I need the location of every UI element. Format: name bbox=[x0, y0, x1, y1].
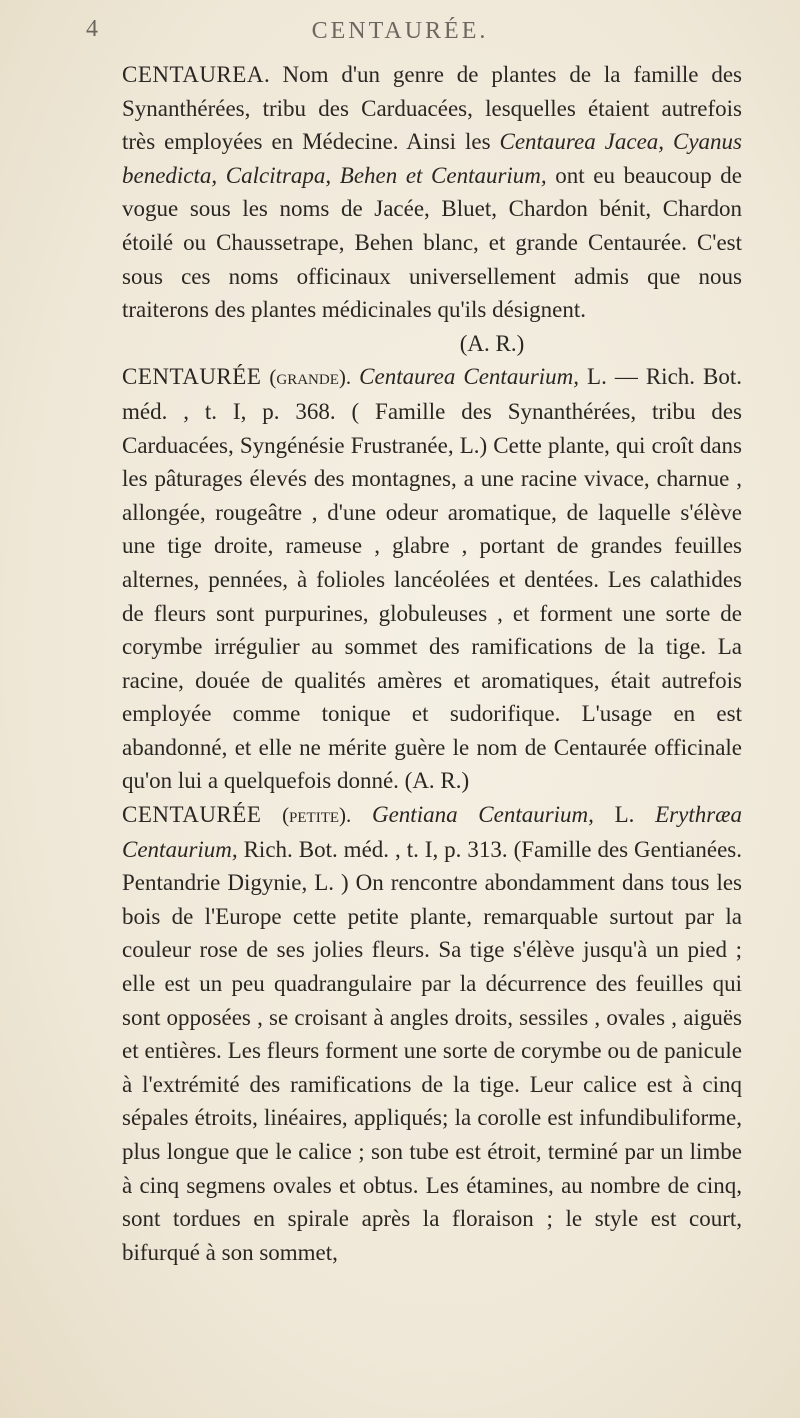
entry-centaurea bbox=[122, 58, 742, 327]
entry-headword: CENTAURÉE bbox=[122, 802, 262, 828]
entry-headword: CENTAUREA bbox=[122, 62, 264, 87]
entry-qualifier: (petite). bbox=[282, 803, 352, 828]
entry-petite-centauree bbox=[122, 798, 742, 1269]
body-text bbox=[122, 58, 742, 1269]
entry-latin-name: Gentiana Centaurium, bbox=[371, 802, 594, 828]
entry-text: Rich. Bot. méd. , t. I, p. 313. (Famille des Gentianées. Pentandrie Digynie, L. ) On rencontre abondamment dans tous les bois de l'Europe cette petite plante, remarquable surtout par la couleur rose de ses jolies fleurs. Sa tige s'élève jusqu'à un pied ; elle est un peu quadrangulaire par la décurrence des feuilles qui sont opposées , se croisant à angles droits, sessiles , ovales , aiguës et entières. Les fleurs forment une sorte de corymbe ou de panicule à l'extrémité des ramifications de la tige. Leur calice est à cinq sépales étroits, linéaires, appliqués; la corolle est infundibuliforme, plus longue que le calice ; son tube est étroit, terminé par un limbe à cinq segmens ovales et obtus. Les étamines, au nombre de cinq, sont tordues en spirale après la floraison ; le style est court, bifurqué à son sommet, bbox=[122, 836, 742, 1265]
entry-text: ont eu beaucoup de vogue sous les noms de Jacée, Bluet, Chardon bénit, Chardon étoilé ou Chaussetrape, Behen blanc, et grande Centaurée. C'est sous ces noms officinaux universellement admis que nous traiterons des plantes médicinales qu'ils désignent. bbox=[122, 162, 742, 323]
page-header bbox=[0, 14, 800, 54]
page-number: 4 bbox=[86, 16, 98, 42]
entry-text: L. bbox=[593, 802, 656, 828]
entry-qualifier: (grande). bbox=[269, 365, 352, 390]
entry-text: L. — Rich. Bot. méd. , t. I, p. 368. ( Famille des Synanthérées, tribu des Carduacées, Syngénésie Frustranée, L.) Cette plante, qui croît dans les pâturages élevés des montagnes, a une racine vivace, charnue , allongée, rougeâtre , d'une odeur aromatique, de laquelle s'élève une tige droite, rameuse , glabre , portant de grandes feuilles alternes, pennées, à folioles lancéolées et dentées. Les calathides de fleurs sont purpurines, globuleuses , et forment une sorte de corymbe irrégulier au sommet des ramifications de la tige. La racine, douée de qualités amères et aromatiques, était autrefois employée comme tonique et sudorifique. L'usage en est abandonné, et elle ne mérite guère le nom de Centaurée officinale qu'on lui a quelquefois donné. bbox=[122, 364, 743, 794]
entry-latin-name: Centaurea Centaurium, bbox=[359, 364, 580, 390]
entry-grande-centauree bbox=[122, 360, 742, 798]
entry-signature: (A. R.) bbox=[404, 768, 470, 794]
running-head: CENTAURÉE. bbox=[311, 18, 489, 44]
entry-text: . Nom d'un genre de plantes de la famille des Synanthérées, tribu des Carduacées, lesquelles étaient autrefois très employées en Médecine. Ainsi les bbox=[122, 62, 742, 155]
entry-latin-names: Centaurea Jacea, Cyanus benedicta, Calcitrapa, Behen et Centaurium, bbox=[122, 129, 742, 188]
entry-latin-name: Erythræa Centaurium, bbox=[122, 802, 742, 862]
entry-headword: CENTAURÉE bbox=[122, 364, 262, 390]
entry-signature: (A. R.) bbox=[459, 330, 525, 356]
